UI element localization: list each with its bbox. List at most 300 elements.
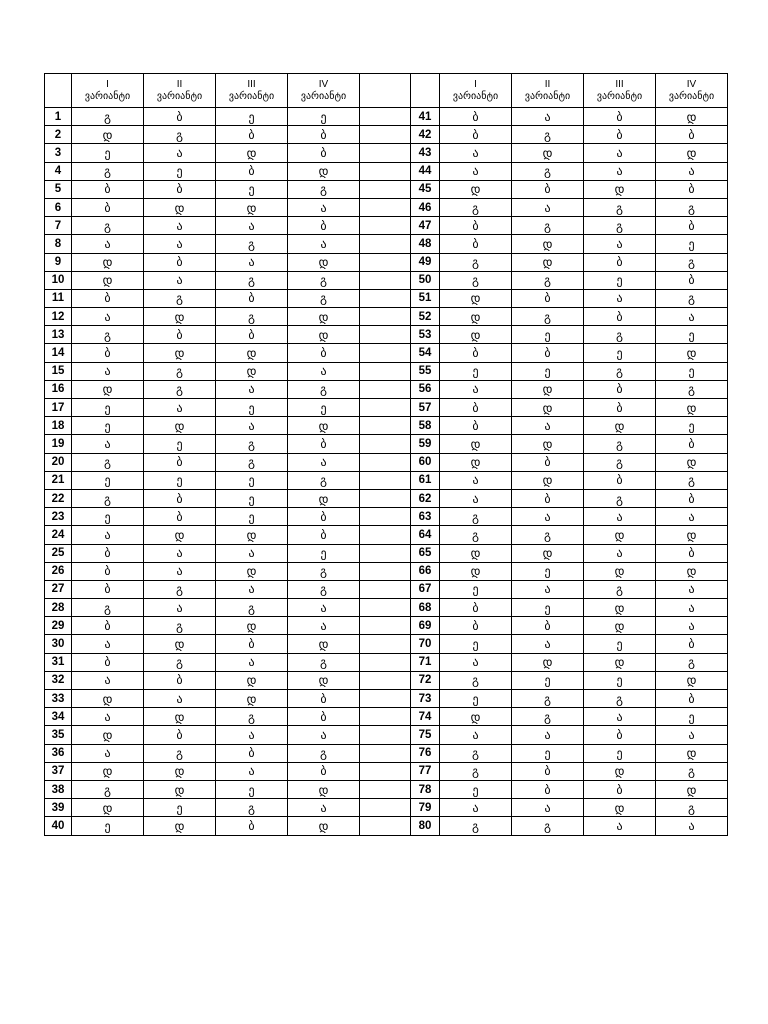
table-row bbox=[45, 162, 728, 180]
answer-cell-variant-2: დ bbox=[512, 544, 584, 562]
gap-cell bbox=[360, 653, 411, 671]
question-number: 35 bbox=[45, 726, 72, 744]
answer-cell-variant-4: ა bbox=[288, 799, 360, 817]
table-row bbox=[45, 144, 728, 162]
answer-cell-variant-3: ე bbox=[216, 399, 288, 417]
answer-cell-variant-3: ე bbox=[584, 671, 656, 689]
answer-cell-variant-3: ა bbox=[216, 726, 288, 744]
answer-cell-variant-1: გ bbox=[72, 162, 144, 180]
answer-cell-variant-3: დ bbox=[216, 144, 288, 162]
answer-cell-variant-2: დ bbox=[512, 435, 584, 453]
answer-cell-variant-4: ა bbox=[288, 599, 360, 617]
gap-cell bbox=[360, 817, 411, 835]
answer-cell-variant-4: ბ bbox=[656, 635, 728, 653]
variant-label: ვარიანტი bbox=[84, 90, 131, 102]
answer-cell-variant-3: ა bbox=[584, 708, 656, 726]
answer-cell-variant-3: დ bbox=[216, 344, 288, 362]
answer-cell-variant-3: ბ bbox=[216, 289, 288, 307]
answer-cell-variant-4: დ bbox=[656, 344, 728, 362]
answer-cell-variant-1: დ bbox=[72, 380, 144, 398]
table-row bbox=[45, 526, 728, 544]
gap-cell bbox=[360, 326, 411, 344]
answer-cell-variant-2: ა bbox=[144, 399, 216, 417]
answer-cell-variant-2: ბ bbox=[144, 180, 216, 198]
answer-cell-variant-1: ა bbox=[72, 526, 144, 544]
answer-cell-variant-2: დ bbox=[144, 526, 216, 544]
answer-cell-variant-3: ბ bbox=[216, 162, 288, 180]
question-number: 49 bbox=[411, 253, 440, 271]
question-number: 58 bbox=[411, 417, 440, 435]
gap-cell bbox=[360, 508, 411, 526]
question-number: 52 bbox=[411, 308, 440, 326]
answer-cell-variant-2: დ bbox=[512, 471, 584, 489]
question-number: 46 bbox=[411, 198, 440, 216]
answer-cell-variant-3: გ bbox=[584, 690, 656, 708]
variant-roman: III bbox=[247, 78, 256, 90]
gap-cell bbox=[360, 417, 411, 435]
answer-cell-variant-2: ე bbox=[144, 435, 216, 453]
answer-cell-variant-1: დ bbox=[72, 726, 144, 744]
gap-cell bbox=[360, 362, 411, 380]
question-number: 72 bbox=[411, 671, 440, 689]
question-number: 33 bbox=[45, 690, 72, 708]
answer-cell-variant-1: ე bbox=[72, 417, 144, 435]
gap-cell bbox=[360, 235, 411, 253]
gap-cell bbox=[360, 380, 411, 398]
answer-cell-variant-4: გ bbox=[656, 653, 728, 671]
table-row bbox=[45, 671, 728, 689]
answer-cell-variant-4: ა bbox=[656, 726, 728, 744]
answer-cell-variant-2: გ bbox=[144, 580, 216, 598]
answer-cell-variant-1: ე bbox=[440, 690, 512, 708]
answer-cell-variant-3: ბ bbox=[216, 817, 288, 835]
answer-cell-variant-4: დ bbox=[288, 326, 360, 344]
answer-cell-variant-2: დ bbox=[512, 399, 584, 417]
answer-cell-variant-3: გ bbox=[216, 271, 288, 289]
answer-key-table bbox=[44, 73, 728, 836]
table-row bbox=[45, 289, 728, 307]
question-number: 55 bbox=[411, 362, 440, 380]
answer-cell-variant-3: ე bbox=[584, 744, 656, 762]
question-number: 48 bbox=[411, 235, 440, 253]
gap-cell bbox=[360, 108, 411, 126]
question-number: 59 bbox=[411, 435, 440, 453]
answer-cell-variant-3: დ bbox=[216, 617, 288, 635]
table-row bbox=[45, 817, 728, 835]
question-number: 14 bbox=[45, 344, 72, 362]
table-row bbox=[45, 599, 728, 617]
answer-cell-variant-4: ა bbox=[656, 308, 728, 326]
question-number: 44 bbox=[411, 162, 440, 180]
answer-cell-variant-1: ე bbox=[72, 508, 144, 526]
answer-cell-variant-4: დ bbox=[288, 780, 360, 798]
answer-cell-variant-4: ა bbox=[288, 362, 360, 380]
answer-cell-variant-1: ა bbox=[440, 489, 512, 507]
answer-cell-variant-3: გ bbox=[216, 435, 288, 453]
answer-cell-variant-4: ე bbox=[288, 399, 360, 417]
answer-cell-variant-4: გ bbox=[288, 180, 360, 198]
question-number: 50 bbox=[411, 271, 440, 289]
answer-cell-variant-4: დ bbox=[656, 453, 728, 471]
question-number: 22 bbox=[45, 489, 72, 507]
answer-cell-variant-3: ე bbox=[216, 471, 288, 489]
answer-cell-variant-1: ე bbox=[440, 635, 512, 653]
question-number: 13 bbox=[45, 326, 72, 344]
variant-roman: I bbox=[474, 78, 477, 90]
answer-cell-variant-2: ა bbox=[144, 235, 216, 253]
question-number: 5 bbox=[45, 180, 72, 198]
question-number: 76 bbox=[411, 744, 440, 762]
answer-cell-variant-2: დ bbox=[512, 653, 584, 671]
answer-cell-variant-3: ბ bbox=[216, 744, 288, 762]
answer-cell-variant-4: გ bbox=[288, 271, 360, 289]
answer-cell-variant-2: ა bbox=[512, 799, 584, 817]
answer-cell-variant-2: დ bbox=[144, 417, 216, 435]
answer-cell-variant-4: გ bbox=[288, 744, 360, 762]
gap-cell bbox=[360, 399, 411, 417]
answer-cell-variant-3: ბ bbox=[584, 780, 656, 798]
table-row bbox=[45, 253, 728, 271]
answer-cell-variant-1: დ bbox=[440, 289, 512, 307]
answer-cell-variant-3: გ bbox=[584, 198, 656, 216]
answer-cell-variant-2: დ bbox=[512, 253, 584, 271]
answer-cell-variant-3: ა bbox=[216, 762, 288, 780]
answer-cell-variant-3: ე bbox=[584, 271, 656, 289]
question-number: 53 bbox=[411, 326, 440, 344]
answer-cell-variant-1: ბ bbox=[72, 344, 144, 362]
answer-cell-variant-2: დ bbox=[512, 144, 584, 162]
header-corner-right bbox=[411, 74, 440, 108]
question-number: 43 bbox=[411, 144, 440, 162]
question-number: 65 bbox=[411, 544, 440, 562]
variant-roman: IV bbox=[318, 78, 329, 90]
answer-cell-variant-1: ბ bbox=[72, 617, 144, 635]
table-row bbox=[45, 380, 728, 398]
answer-cell-variant-1: ბ bbox=[72, 580, 144, 598]
answer-cell-variant-3: ე bbox=[216, 508, 288, 526]
answer-cell-variant-3: დ bbox=[216, 671, 288, 689]
table-row bbox=[45, 690, 728, 708]
answer-cell-variant-2: გ bbox=[144, 744, 216, 762]
question-number: 39 bbox=[45, 799, 72, 817]
variant-label: ვარიანტი bbox=[228, 90, 275, 102]
answer-cell-variant-3: გ bbox=[216, 599, 288, 617]
variant-roman: II bbox=[176, 78, 183, 90]
gap-cell bbox=[360, 635, 411, 653]
header-variant-2-right bbox=[512, 74, 584, 108]
answer-cell-variant-1: ბ bbox=[440, 344, 512, 362]
answer-cell-variant-3: ბ bbox=[584, 399, 656, 417]
answer-cell-variant-4: ა bbox=[288, 198, 360, 216]
table-row bbox=[45, 399, 728, 417]
answer-cell-variant-4: დ bbox=[288, 671, 360, 689]
answer-cell-variant-2: გ bbox=[512, 817, 584, 835]
answer-cell-variant-1: ე bbox=[72, 817, 144, 835]
answer-cell-variant-3: დ bbox=[584, 562, 656, 580]
question-number: 12 bbox=[45, 308, 72, 326]
answer-cell-variant-2: ა bbox=[512, 508, 584, 526]
question-number: 9 bbox=[45, 253, 72, 271]
answer-cell-variant-2: ა bbox=[144, 217, 216, 235]
question-number: 51 bbox=[411, 289, 440, 307]
answer-cell-variant-1: დ bbox=[72, 762, 144, 780]
answer-cell-variant-3: გ bbox=[584, 489, 656, 507]
table-row bbox=[45, 126, 728, 144]
answer-cell-variant-1: დ bbox=[440, 453, 512, 471]
answer-cell-variant-4: გ bbox=[656, 253, 728, 271]
answer-cell-variant-4: დ bbox=[656, 562, 728, 580]
answer-cell-variant-1: გ bbox=[72, 453, 144, 471]
answer-cell-variant-3: ა bbox=[216, 217, 288, 235]
question-number: 56 bbox=[411, 380, 440, 398]
answer-cell-variant-2: დ bbox=[144, 635, 216, 653]
answer-cell-variant-1: ა bbox=[440, 144, 512, 162]
answer-cell-variant-3: დ bbox=[216, 198, 288, 216]
answer-cell-variant-1: ე bbox=[72, 471, 144, 489]
answer-cell-variant-2: ა bbox=[512, 198, 584, 216]
answer-cell-variant-3: ბ bbox=[216, 126, 288, 144]
answer-cell-variant-2: ბ bbox=[512, 344, 584, 362]
table-row bbox=[45, 617, 728, 635]
answer-cell-variant-4: გ bbox=[288, 562, 360, 580]
table-row bbox=[45, 362, 728, 380]
answer-cell-variant-1: დ bbox=[440, 435, 512, 453]
answer-cell-variant-4: გ bbox=[288, 580, 360, 598]
variant-label: ვარიანტი bbox=[668, 90, 715, 102]
answer-cell-variant-3: ბ bbox=[584, 471, 656, 489]
question-number: 71 bbox=[411, 653, 440, 671]
answer-cell-variant-4: ა bbox=[656, 162, 728, 180]
answer-cell-variant-4: ა bbox=[656, 817, 728, 835]
question-number: 69 bbox=[411, 617, 440, 635]
answer-cell-variant-1: გ bbox=[440, 253, 512, 271]
answer-cell-variant-3: ბ bbox=[584, 308, 656, 326]
answer-cell-variant-3: ა bbox=[216, 253, 288, 271]
answer-cell-variant-4: დ bbox=[656, 671, 728, 689]
answer-cell-variant-2: ა bbox=[512, 417, 584, 435]
answer-cell-variant-4: ბ bbox=[288, 344, 360, 362]
question-number: 15 bbox=[45, 362, 72, 380]
answer-cell-variant-4: დ bbox=[288, 635, 360, 653]
answer-cell-variant-3: ა bbox=[584, 817, 656, 835]
answer-cell-variant-2: ბ bbox=[512, 762, 584, 780]
answer-cell-variant-3: დ bbox=[584, 526, 656, 544]
answer-cell-variant-4: დ bbox=[288, 308, 360, 326]
answer-cell-variant-3: დ bbox=[584, 799, 656, 817]
table-row bbox=[45, 471, 728, 489]
gap-cell bbox=[360, 126, 411, 144]
answer-cell-variant-1: გ bbox=[440, 671, 512, 689]
answer-cell-variant-1: ე bbox=[440, 580, 512, 598]
table-row bbox=[45, 180, 728, 198]
answer-cell-variant-1: დ bbox=[72, 253, 144, 271]
answer-cell-variant-4: დ bbox=[656, 108, 728, 126]
answer-cell-variant-1: დ bbox=[72, 799, 144, 817]
variant-label: ვარიანტი bbox=[300, 90, 347, 102]
answer-cell-variant-2: დ bbox=[512, 380, 584, 398]
answer-cell-variant-4: გ bbox=[656, 799, 728, 817]
answer-cell-variant-1: ა bbox=[440, 726, 512, 744]
question-number: 60 bbox=[411, 453, 440, 471]
answer-cell-variant-1: ა bbox=[72, 362, 144, 380]
answer-cell-variant-1: გ bbox=[440, 508, 512, 526]
answer-cell-variant-4: გ bbox=[656, 198, 728, 216]
answer-cell-variant-1: დ bbox=[72, 271, 144, 289]
gap-cell bbox=[360, 562, 411, 580]
answer-cell-variant-4: ბ bbox=[656, 544, 728, 562]
answer-cell-variant-2: ბ bbox=[512, 453, 584, 471]
table-row bbox=[45, 508, 728, 526]
answer-cell-variant-1: დ bbox=[440, 326, 512, 344]
answer-cell-variant-4: დ bbox=[288, 162, 360, 180]
header-variant-4 bbox=[288, 74, 360, 108]
answer-cell-variant-1: ბ bbox=[440, 108, 512, 126]
answer-cell-variant-4: ე bbox=[656, 326, 728, 344]
answer-cell-variant-1: ა bbox=[440, 162, 512, 180]
answer-key-body bbox=[45, 74, 728, 836]
answer-cell-variant-2: დ bbox=[144, 708, 216, 726]
answer-cell-variant-4: ა bbox=[656, 599, 728, 617]
answer-cell-variant-4: გ bbox=[288, 471, 360, 489]
answer-cell-variant-2: ა bbox=[144, 144, 216, 162]
answer-cell-variant-3: ე bbox=[216, 489, 288, 507]
answer-cell-variant-1: გ bbox=[72, 780, 144, 798]
question-number: 20 bbox=[45, 453, 72, 471]
table-row bbox=[45, 544, 728, 562]
answer-cell-variant-3: ა bbox=[216, 544, 288, 562]
answer-cell-variant-2: ე bbox=[512, 744, 584, 762]
gap-cell bbox=[360, 489, 411, 507]
answer-cell-variant-2: გ bbox=[144, 617, 216, 635]
answer-cell-variant-1: გ bbox=[440, 198, 512, 216]
answer-cell-variant-1: ა bbox=[440, 799, 512, 817]
answer-cell-variant-2: ბ bbox=[144, 326, 216, 344]
answer-cell-variant-4: დ bbox=[656, 399, 728, 417]
answer-cell-variant-3: ა bbox=[584, 162, 656, 180]
answer-cell-variant-3: ა bbox=[584, 508, 656, 526]
answer-cell-variant-3: დ bbox=[216, 690, 288, 708]
answer-cell-variant-1: გ bbox=[72, 489, 144, 507]
variant-label: ვარიანტი bbox=[524, 90, 571, 102]
answer-cell-variant-4: ე bbox=[656, 362, 728, 380]
answer-cell-variant-3: ე bbox=[584, 344, 656, 362]
answer-cell-variant-3: ა bbox=[216, 580, 288, 598]
question-number: 1 bbox=[45, 108, 72, 126]
gap-cell bbox=[360, 144, 411, 162]
answer-cell-variant-1: ბ bbox=[440, 617, 512, 635]
answer-cell-variant-2: ა bbox=[144, 599, 216, 617]
question-number: 80 bbox=[411, 817, 440, 835]
answer-cell-variant-3: დ bbox=[584, 180, 656, 198]
answer-cell-variant-1: დ bbox=[440, 308, 512, 326]
answer-cell-variant-3: დ bbox=[584, 417, 656, 435]
gap-cell bbox=[360, 599, 411, 617]
answer-cell-variant-2: ა bbox=[144, 562, 216, 580]
answer-cell-variant-1: ბ bbox=[72, 653, 144, 671]
answer-cell-variant-2: ა bbox=[512, 635, 584, 653]
answer-cell-variant-4: ა bbox=[288, 617, 360, 635]
gap-cell bbox=[360, 162, 411, 180]
answer-cell-variant-4: გ bbox=[288, 653, 360, 671]
answer-cell-variant-2: ა bbox=[512, 726, 584, 744]
gap-cell bbox=[360, 708, 411, 726]
answer-cell-variant-2: ე bbox=[512, 562, 584, 580]
answer-cell-variant-1: ე bbox=[440, 780, 512, 798]
table-row bbox=[45, 344, 728, 362]
answer-cell-variant-3: დ bbox=[216, 362, 288, 380]
table-row bbox=[45, 799, 728, 817]
gap-cell bbox=[360, 726, 411, 744]
answer-cell-variant-3: გ bbox=[584, 362, 656, 380]
answer-cell-variant-2: ე bbox=[144, 799, 216, 817]
answer-cell-variant-3: დ bbox=[584, 599, 656, 617]
answer-cell-variant-1: ბ bbox=[72, 180, 144, 198]
question-number: 26 bbox=[45, 562, 72, 580]
question-number: 4 bbox=[45, 162, 72, 180]
gap-cell bbox=[360, 799, 411, 817]
answer-cell-variant-4: ე bbox=[656, 417, 728, 435]
answer-cell-variant-2: ე bbox=[512, 599, 584, 617]
question-number: 40 bbox=[45, 817, 72, 835]
question-number: 36 bbox=[45, 744, 72, 762]
table-row bbox=[45, 308, 728, 326]
gap-cell bbox=[360, 471, 411, 489]
question-number: 74 bbox=[411, 708, 440, 726]
answer-cell-variant-3: ა bbox=[584, 289, 656, 307]
variant-label: ვარიანტი bbox=[156, 90, 203, 102]
answer-cell-variant-4: ბ bbox=[656, 690, 728, 708]
question-number: 47 bbox=[411, 217, 440, 235]
answer-cell-variant-3: ბ bbox=[584, 726, 656, 744]
question-number: 54 bbox=[411, 344, 440, 362]
question-number: 24 bbox=[45, 526, 72, 544]
answer-cell-variant-2: ბ bbox=[144, 726, 216, 744]
answer-cell-variant-2: გ bbox=[144, 362, 216, 380]
table-row bbox=[45, 326, 728, 344]
question-number: 42 bbox=[411, 126, 440, 144]
answer-cell-variant-3: გ bbox=[584, 580, 656, 598]
table-row bbox=[45, 744, 728, 762]
answer-cell-variant-3: ა bbox=[584, 544, 656, 562]
table-row bbox=[45, 198, 728, 216]
answer-cell-variant-4: ბ bbox=[288, 508, 360, 526]
answer-cell-variant-2: გ bbox=[144, 380, 216, 398]
gap-cell bbox=[360, 544, 411, 562]
answer-cell-variant-2: გ bbox=[512, 308, 584, 326]
answer-cell-variant-4: გ bbox=[288, 380, 360, 398]
answer-cell-variant-3: დ bbox=[584, 653, 656, 671]
answer-cell-variant-2: დ bbox=[144, 762, 216, 780]
answer-cell-variant-2: ა bbox=[144, 544, 216, 562]
answer-cell-variant-3: ბ bbox=[584, 126, 656, 144]
question-number: 21 bbox=[45, 471, 72, 489]
answer-cell-variant-4: ბ bbox=[288, 144, 360, 162]
answer-cell-variant-1: ბ bbox=[440, 399, 512, 417]
header-row bbox=[45, 74, 728, 108]
question-number: 28 bbox=[45, 599, 72, 617]
table-row bbox=[45, 435, 728, 453]
gap-cell bbox=[360, 308, 411, 326]
header-variant-3 bbox=[216, 74, 288, 108]
answer-cell-variant-1: ა bbox=[72, 744, 144, 762]
question-number: 75 bbox=[411, 726, 440, 744]
answer-cell-variant-3: ე bbox=[584, 635, 656, 653]
header-variant-4-right bbox=[656, 74, 728, 108]
question-number: 37 bbox=[45, 762, 72, 780]
answer-cell-variant-3: დ bbox=[216, 526, 288, 544]
answer-cell-variant-4: გ bbox=[656, 289, 728, 307]
answer-cell-variant-3: ე bbox=[216, 780, 288, 798]
